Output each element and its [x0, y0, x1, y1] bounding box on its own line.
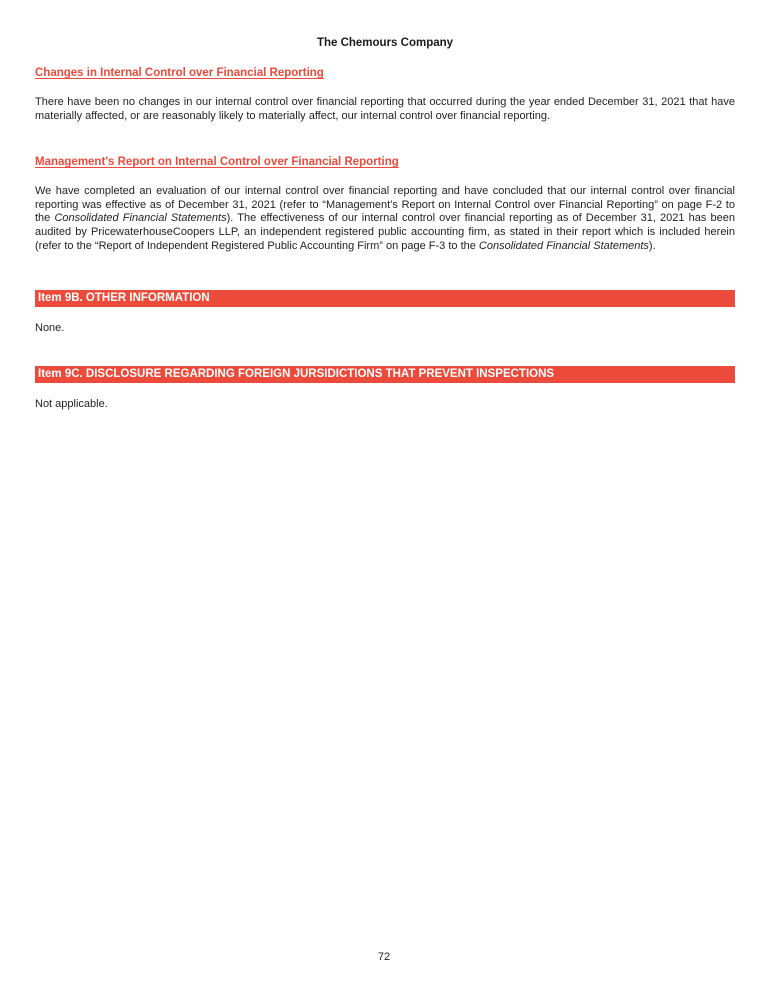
management-report-text-2: ). The effectiveness of our internal control over financial reporting as of December 31, 2021 has been audited by PricewaterhouseCoopers LLP, an independent registered public accounting firm, as stated in their report which is included herein (refer to the “Report of Independent Registered Public Accounting Firm” on page F-3 to the [35, 212, 736, 252]
paragraph-item-9c-not-applicable: Not applicable. [35, 397, 108, 410]
item-9c-banner: Item 9C. DISCLOSURE REGARDING FOREIGN JURSIDICTIONS THAT PREVENT INSPECTIONS [35, 366, 735, 383]
paragraph-item-9b-none: None. [35, 322, 65, 335]
section-heading-changes-internal-control: Changes in Internal Control over Financial Reporting [35, 67, 324, 79]
consolidated-financial-statements-italic-2: Consolidated Financial Statements [478, 239, 649, 252]
section-heading-management-report: Management's Report on Internal Control over Financial Reporting [35, 156, 399, 169]
item-9b-banner: Item 9B. OTHER INFORMATION [35, 290, 735, 307]
page-number: 72 [377, 951, 391, 963]
paragraph-changes-internal-control: There have been no changes in our internal control over financial reporting that occurred during the year ended December 31, 2021 that have materially affected, or are reasonably likely to materially affect, our internal control over financial reporting. [35, 96, 735, 122]
consolidated-financial-statements-italic-1: Consolidated Financial Statements [54, 212, 227, 225]
paragraph-management-report [35, 185, 735, 253]
document-title: The Chemours Company [316, 37, 454, 49]
management-report-text-3: ). [648, 239, 656, 252]
management-report-text-1: We have completed an evaluation of our internal control over financial reporting and have concluded that our internal control over financial reporting was effective as of December 31, 2021 (refer to “Management’s Report on Internal Control over Financial Reporting” on page F-2 to the [35, 185, 735, 225]
